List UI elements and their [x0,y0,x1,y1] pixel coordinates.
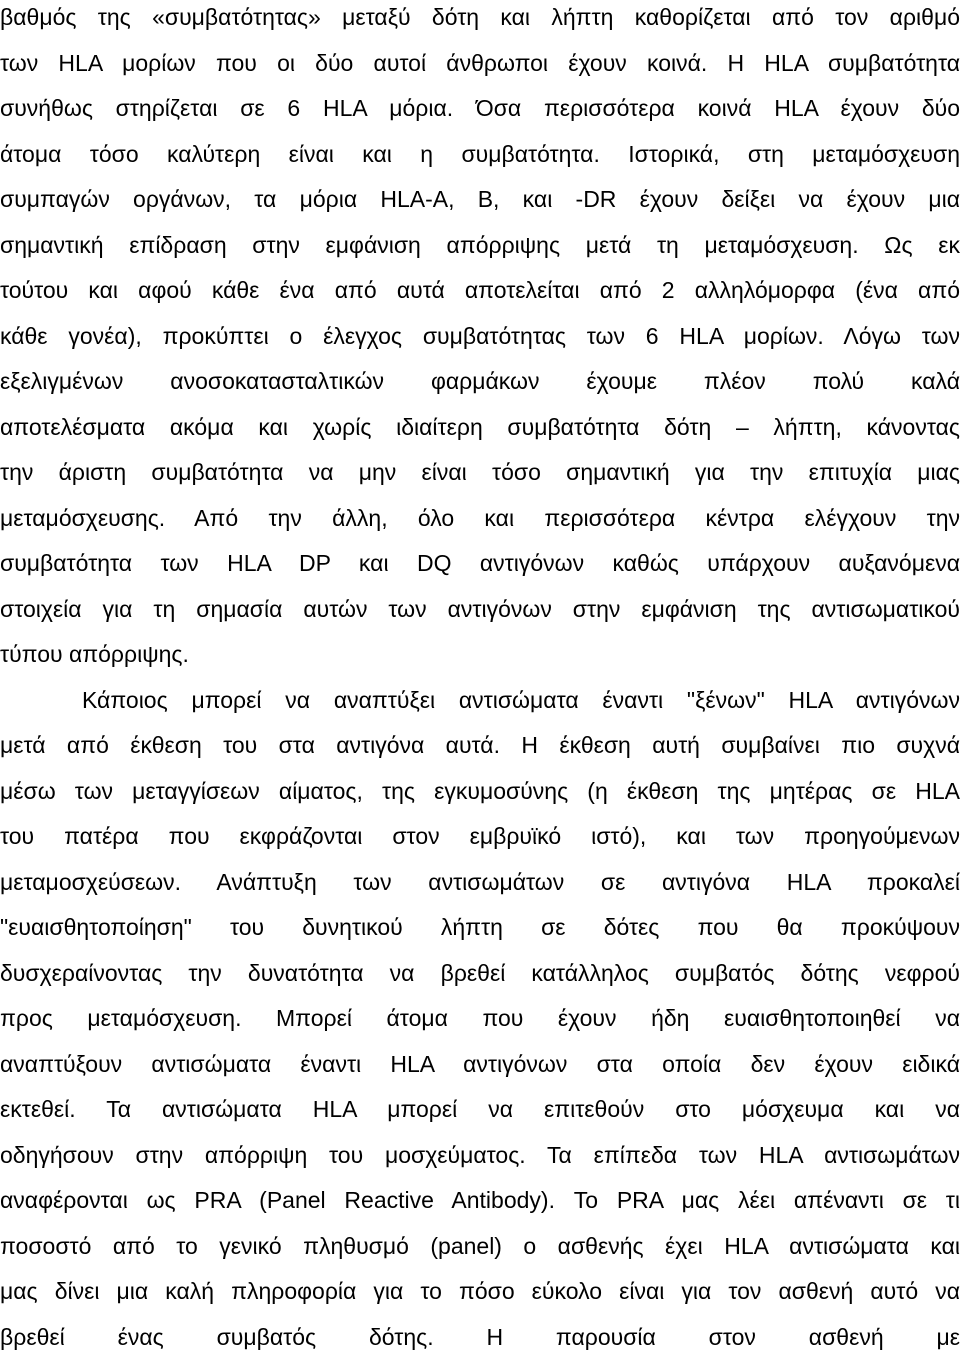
text-line: συμβατότητα των HLA DP και DQ αντιγόνων καθώς υπάρχουν αυξανόμενα [0,550,960,576]
text-line: αναφέρονται ως PRA (Panel Reactive Antibody). Το PRA μας λέει απέναντι σε τι [0,1187,960,1213]
text-line: αποτελέσματα ακόμα και χωρίς ιδιαίτερη συμβατότητα δότη – λήπτη, κάνοντας [0,414,960,440]
text-line: στοιχεία για τη σημασία αυτών των αντιγόνων στην εμφάνιση της αντισωματικού [0,596,960,622]
text-line: των HLA μορίων που οι δύο αυτοί άνθρωποι έχουν κοινά. Η HLA συμβατότητα [0,50,960,76]
text-line: μεταμόσχευσης. Από την άλλη, όλο και περισσότερα κέντρα ελέγχουν την [0,505,960,531]
text-line: άτομα τόσο καλύτερη είναι και η συμβατότητα. Ιστορικά, στη μεταμόσχευση [0,141,960,167]
text-line: μας δίνει μια καλή πληροφορία για το πόσο εύκολο είναι για τον ασθενή αυτό να [0,1278,960,1304]
text-line: την άριστη συμβατότητα να μην είναι τόσο σημαντική για την επιτυχία μιας [0,459,960,485]
text-line: ποσοστό από το γενικό πληθυσμό (panel) ο ασθενής έχει HLA αντισώματα και [0,1233,960,1259]
text-line: τύπου απόρριψης. [0,641,189,667]
text-line: εκτεθεί. Τα αντισώματα HLA μπορεί να επιτεθούν στο μόσχευμα και να [0,1096,960,1122]
text-line: "ευαισθητοποίηση" του δυνητικού λήπτη σε δότες που θα προκύψουν [0,914,960,940]
text-line: σημαντική επίδραση στην εμφάνιση απόρριψης μετά τη μεταμόσχευση. Ως εκ [0,232,960,258]
text-line: μέσω των μεταγγίσεων αίματος, της εγκυμοσύνης (η έκθεση της μητέρας σε HLA [0,778,960,804]
text-line: αναπτύξουν αντισώματα έναντι HLA αντιγόνων στα οποία δεν έχουν ειδικά [0,1051,960,1077]
text-line: συμπαγών οργάνων, τα μόρια HLA-A, B, και -DR έχουν δείξει να έχουν μια [0,186,960,212]
text-line: μεταμοσχεύσεων. Ανάπτυξη των αντισωμάτων σε αντιγόνα HLA προκαλεί [0,869,960,895]
text-line: τούτου και αφού κάθε ένα από αυτά αποτελείται από 2 αλληλόμορφα (ένα από [0,277,960,303]
text-line: οδηγήσουν στην απόρριψη του μοσχεύματος. Τα επίπεδα των HLA αντισωμάτων [0,1142,960,1168]
text-line: κάθε γονέα), προκύπτει ο έλεγχος συμβατότητας των 6 HLA μορίων. Λόγω των [0,323,960,349]
text-line: βρεθεί ένας συμβατός δότης. Η παρουσία στον ασθενή με [0,1324,960,1350]
text-line: του πατέρα που εκφράζονται στον εμβρυϊκό ιστό), και των προηγούμενων [0,823,960,849]
text-line: δυσχεραίνοντας την δυνατότητα να βρεθεί κατάλληλος συμβατός δότης νεφρού [0,960,960,986]
text-line: συνήθως στηρίζεται σε 6 HLA μόρια. Όσα περισσότερα κοινά HLA έχουν δύο [0,95,960,121]
text-line: εξελιγμένων ανοσοκατασταλτικών φαρμάκων έχουμε πλέον πολύ καλά [0,368,960,394]
text-line: προς μεταμόσχευση. Μπορεί άτομα που έχουν ήδη ευαισθητοποιηθεί να [0,1005,960,1031]
text-line: μετά από έκθεση του στα αντιγόνα αυτά. Η έκθεση αυτή συμβαίνει πιο συχνά [0,732,960,758]
text-line: βαθμός της «συμβατότητας» μεταξύ δότη και λήπτη καθορίζεται από τον αριθμό [0,4,960,30]
text-line: Κάποιος μπορεί να αναπτύξει αντισώματα έναντι "ξένων" HLA αντιγόνων [82,687,960,713]
